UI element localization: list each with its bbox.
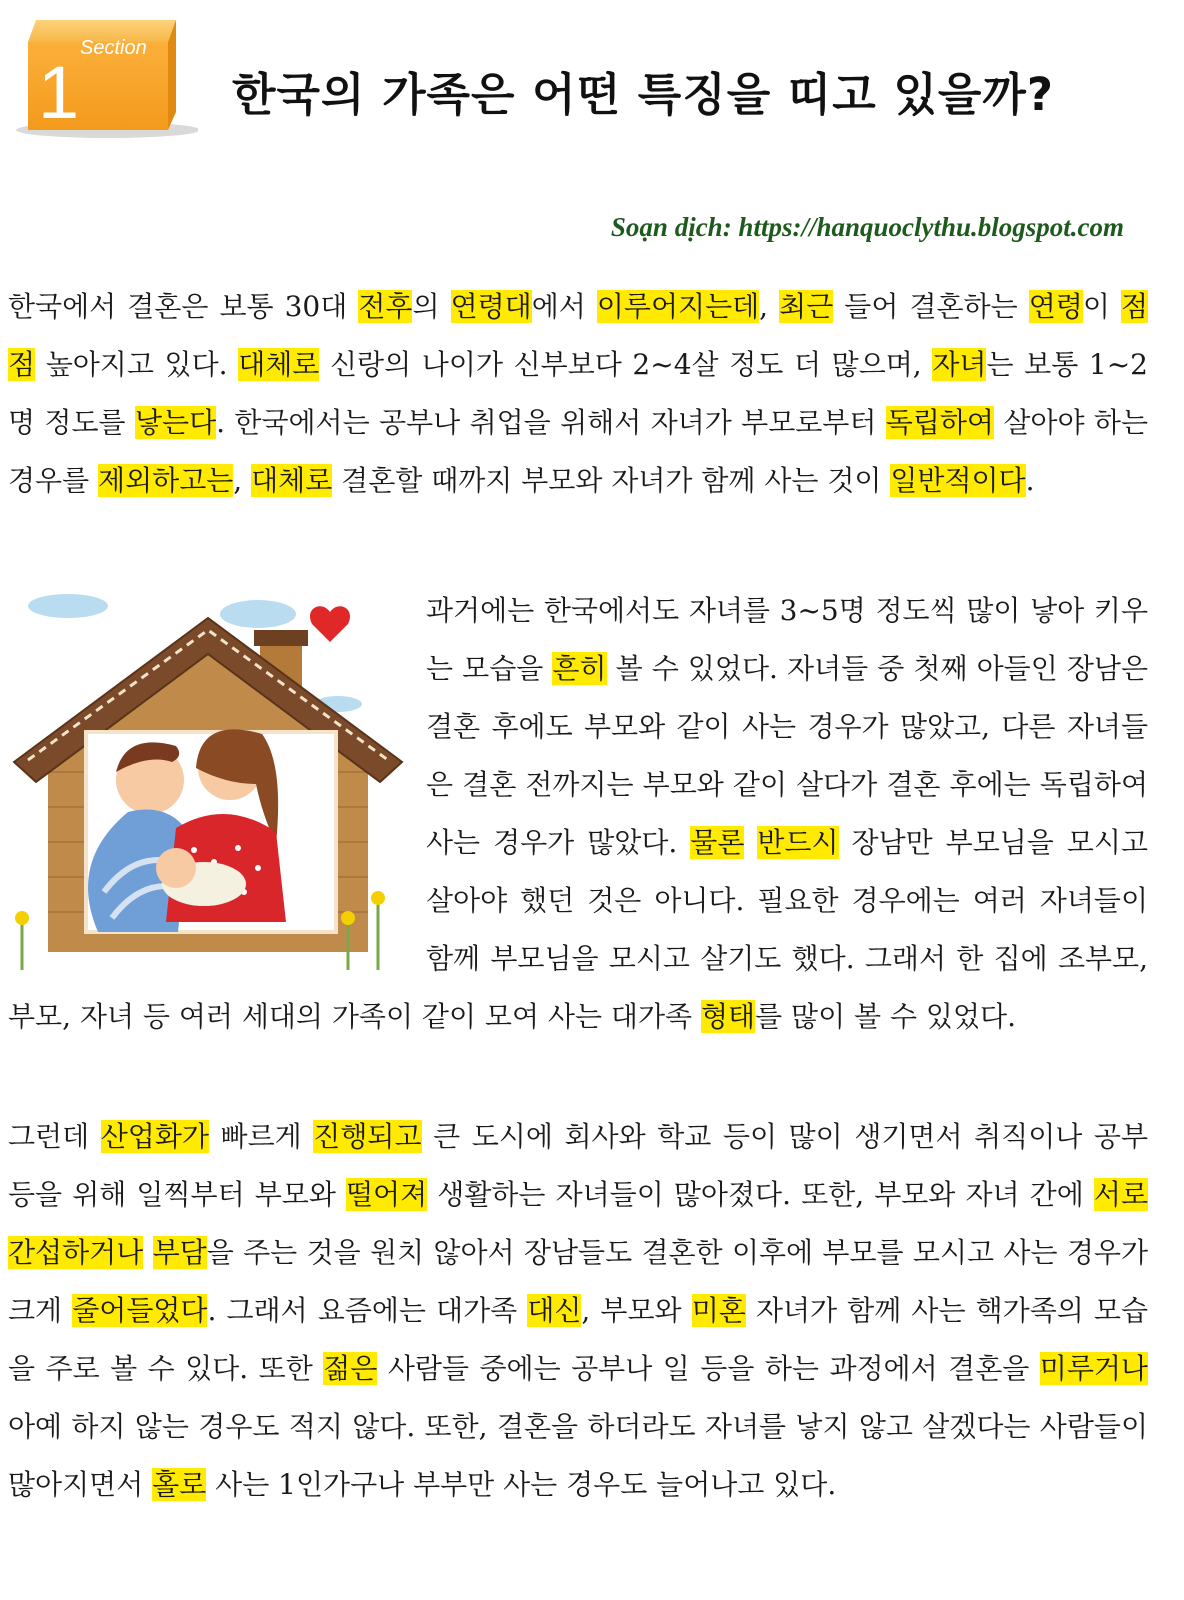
paragraph-1 bbox=[8, 278, 1148, 510]
text-run: 자녀가 함께 사는 핵가족의 모습을 주로 볼 수 있다. 또한 bbox=[8, 1294, 1149, 1385]
section-word: Section bbox=[80, 37, 147, 59]
text-run: , bbox=[759, 290, 780, 323]
text-run: 생활하는 자녀들이 많아졌다. 또한, 부모와 자녀 간에 bbox=[427, 1178, 1094, 1211]
highlighted-term: 줄어들었다 bbox=[72, 1294, 208, 1327]
highlighted-term: 점점 bbox=[8, 290, 1148, 381]
section-badge bbox=[8, 12, 198, 142]
highlighted-term: 대체로 bbox=[251, 464, 333, 497]
text-run: 사람들 중에는 공부나 일 등을 하는 과정에서 결혼을 bbox=[377, 1352, 1040, 1385]
highlighted-term: 최근 bbox=[779, 290, 834, 323]
highlighted-term: 낳는다 bbox=[134, 406, 217, 439]
highlighted-term: 반드시 bbox=[757, 826, 839, 859]
highlighted-term: 연령 bbox=[1028, 290, 1083, 323]
paragraph-3 bbox=[8, 1108, 1148, 1514]
highlighted-term: 대체로 bbox=[238, 348, 320, 381]
highlighted-term: 젊은 bbox=[323, 1352, 378, 1385]
text-run: 사는 1인가구나 부부만 사는 경우도 늘어나고 있다. bbox=[206, 1468, 837, 1501]
text-run: 큰 도시에 회사와 학교 등이 많이 생기면서 취직이나 공부 등을 위해 일찍부터 부모와 bbox=[8, 1120, 1148, 1211]
highlighted-term: 독립하여 bbox=[885, 406, 994, 439]
text-run: 빠르게 bbox=[208, 1120, 314, 1153]
highlighted-term: 부담 bbox=[152, 1236, 207, 1269]
text-run: , bbox=[233, 464, 252, 497]
highlighted-term: 제외하고는 bbox=[98, 464, 234, 497]
text-run bbox=[143, 1236, 152, 1269]
highlighted-term: 산업화가 bbox=[100, 1120, 209, 1153]
highlighted-term: 대신 bbox=[527, 1294, 582, 1327]
text-run: 한국에서 결혼은 보통 30대 bbox=[8, 290, 359, 323]
text-run: 을 주는 것을 원치 않아서 장남들도 결혼한 이후에 부모를 모시고 사는 경우가 크게 bbox=[8, 1236, 1148, 1327]
text-run: 들어 결혼하는 bbox=[833, 290, 1029, 323]
text-run: 의 bbox=[412, 290, 451, 323]
highlighted-term: 전후 bbox=[358, 290, 413, 323]
text-run: 과거에는 한국에서도 자녀를 3~5명 정도씩 많이 낳아 키우는 모습을 bbox=[426, 594, 1148, 685]
text-run: 살아야 하는 경우를 bbox=[8, 406, 1148, 497]
text-run: . 그래서 요즘에는 대가족 bbox=[207, 1294, 528, 1327]
section-badge-graphic bbox=[8, 12, 198, 142]
text-run: 높아지고 있다. bbox=[35, 348, 239, 381]
highlighted-term: 이루어지는데 bbox=[596, 290, 760, 323]
highlighted-term: 홀로 bbox=[152, 1468, 207, 1501]
text-run: 그런데 bbox=[8, 1120, 101, 1153]
text-run: 는 보통 1~2명 정도를 bbox=[8, 348, 1148, 439]
highlighted-term: 흔히 bbox=[552, 652, 607, 685]
highlighted-term: 연령대 bbox=[450, 290, 532, 323]
text-run: . 한국에서는 공부나 취업을 위해서 자녀가 부모로부터 bbox=[216, 406, 886, 439]
highlighted-term: 물론 bbox=[690, 826, 745, 859]
paragraph-2-block bbox=[8, 582, 1148, 1046]
text-run: 를 많이 볼 수 있었다. bbox=[755, 1000, 1016, 1033]
family-house-illustration bbox=[8, 592, 404, 974]
heart-icon bbox=[310, 606, 350, 642]
text-run: 결혼할 때까지 부모와 자녀가 함께 사는 것이 bbox=[332, 464, 891, 497]
text-run: 신랑의 나이가 신부보다 2~4살 정도 더 많으며, bbox=[319, 348, 933, 381]
highlighted-term: 형태 bbox=[700, 1000, 756, 1033]
highlighted-term: 자녀 bbox=[932, 348, 987, 381]
section-number: 1 bbox=[38, 51, 80, 134]
translator-credit: Soạn dịch: https://hanquoclythu.blogspot.com bbox=[610, 212, 1124, 242]
page-title: 한국의 가족은 어떤 특징을 띠고 있을까? bbox=[232, 68, 1054, 121]
highlighted-term: 일반적이다 bbox=[890, 464, 1026, 497]
text-run: 장남만 부모님을 모시고 살아야 했던 것은 아니다. 필요한 경우에는 여러 자녀들이 함께 부모님을 모시고 살기도 했다. 그래서 한 집에 조부모, 부모, 자녀 등 여러 세대의 가족이 같이 모여 사는 대가족 bbox=[8, 826, 1148, 1033]
highlighted-term: 미루거나 bbox=[1039, 1352, 1148, 1385]
text-run: . bbox=[1025, 464, 1035, 497]
family-house-image bbox=[8, 592, 404, 974]
text-run: 아예 하지 않는 경우도 적지 않다. 또한, 결혼을 하더라도 자녀를 낳지 않고 살겠다는 사람들이 많아지면서 bbox=[8, 1410, 1148, 1501]
highlighted-term: 떨어져 bbox=[346, 1178, 428, 1211]
text-run: , 부모와 bbox=[581, 1294, 692, 1327]
highlighted-term: 진행되고 bbox=[313, 1120, 422, 1153]
highlighted-term: 서로 bbox=[1093, 1178, 1148, 1211]
highlighted-term: 간섭하거나 bbox=[8, 1236, 144, 1269]
highlighted-term: 미혼 bbox=[691, 1294, 746, 1327]
text-run: 에서 bbox=[531, 290, 597, 323]
text-run bbox=[744, 826, 757, 859]
text-run: 이 bbox=[1082, 290, 1121, 323]
text-run: 볼 수 있었다. 자녀들 중 첫째 아들인 장남은 결혼 후에도 부모와 같이 사는 경우가 많았고, 다른 자녀들은 결혼 전까지는 부모와 같이 살다가 결혼 후에는 독립하여 사는 경우가 많았다. bbox=[426, 652, 1148, 859]
